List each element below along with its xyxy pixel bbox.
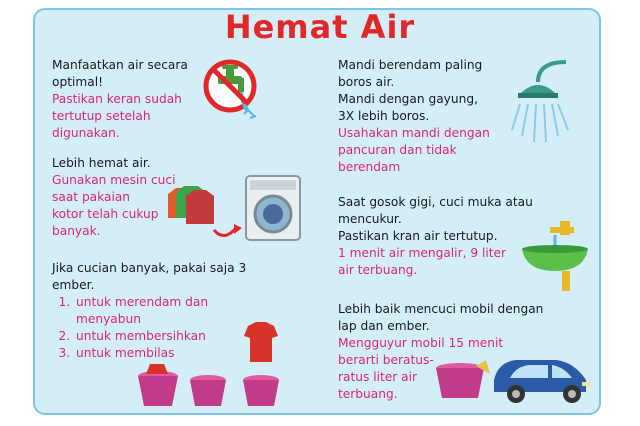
tip-bath-line: Mandi dengan gayung,: [338, 92, 478, 106]
tip-car-note: terbuang.: [338, 387, 398, 401]
tip-brush-line: Pastikan kran air tertutup.: [338, 229, 498, 243]
sink-icon: [520, 217, 592, 295]
shower-icon: [502, 60, 582, 162]
tip-tap-line: Manfaatkan air secara: [52, 58, 188, 72]
tip-car-note: berarti beratus-: [338, 353, 434, 367]
washing-machine-icon: [162, 172, 312, 250]
car-wash-icon: [432, 336, 594, 406]
tip-brush: [338, 194, 538, 279]
tip-bath-line: Mandi berendam paling: [338, 58, 483, 72]
tip-tap-note: Pastikan keran sudah: [52, 92, 182, 106]
tip-washer-line: Lebih hemat air.: [52, 156, 151, 170]
three-buckets-icon: [136, 320, 291, 412]
tip-laundry-line: Jika cucian banyak, pakai saja 3: [52, 261, 247, 275]
tip-bath-note: Usahakan mandi dengan: [338, 126, 490, 140]
tip-washer-note: kotor telah cukup: [52, 207, 159, 221]
tip-brush-line: Saat gosok gigi, cuci muka atau: [338, 195, 533, 209]
tip-washer-note: banyak.: [52, 224, 101, 238]
tip-bath-note: pancuran dan tidak: [338, 143, 457, 157]
tip-bath-note: berendam: [338, 160, 401, 174]
tip-car-note: Mengguyur mobil 15 menit: [338, 336, 504, 350]
tip-car-line: Lebih baik mencuci mobil dengan: [338, 302, 544, 316]
tip-tap-line: optimal!: [52, 75, 103, 89]
tip-car-line: lap dan ember.: [338, 319, 430, 333]
tip-bath-line: boros air.: [338, 75, 395, 89]
tip-brush-note: 1 menit air mengalir, 9 liter: [338, 246, 507, 260]
tip-bath-line: 3X lebih boros.: [338, 109, 430, 123]
tip-washer-note: Gunakan mesin cuci: [52, 173, 176, 187]
tip-bath: [338, 57, 518, 176]
no-running-tap-icon: [200, 56, 268, 126]
tip-tap-note: tertutup setelah: [52, 109, 151, 123]
tip-washer-note: saat pakaian: [52, 190, 131, 204]
tip-car-note: ratus liter air: [338, 370, 418, 384]
tip-brush-note: air terbuang.: [338, 263, 418, 277]
page-title: Hemat Air: [224, 8, 416, 46]
list-item: 3. untuk membilas: [74, 345, 244, 362]
tip-brush-line: mencukur.: [338, 212, 402, 226]
list-item: 1. untuk merendam dan menyabun: [74, 294, 244, 328]
tip-tap-note: digunakan.: [52, 126, 120, 140]
tip-laundry-line: ember.: [52, 278, 95, 292]
list-item: 2. untuk membersihkan: [74, 328, 244, 345]
